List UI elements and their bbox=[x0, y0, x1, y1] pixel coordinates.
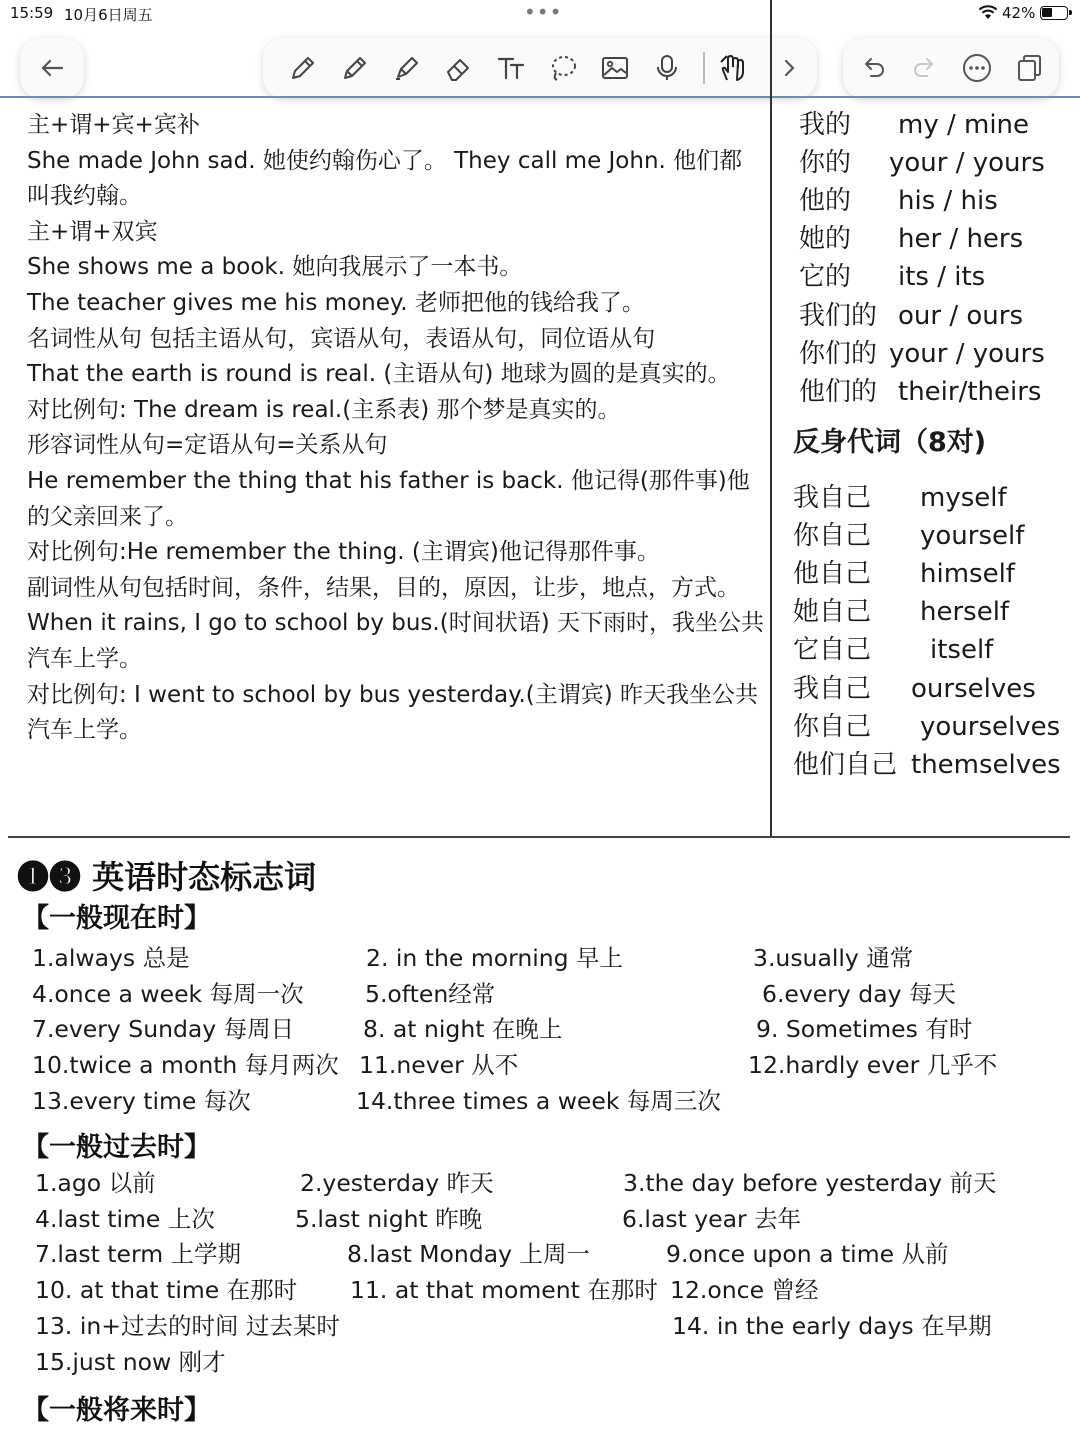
list-item: 1.ago 以前 bbox=[35, 1169, 156, 1197]
list-item: 12.hardly ever 几乎不 bbox=[748, 1051, 998, 1079]
list-item: 9.once upon a time 从前 bbox=[666, 1240, 949, 1268]
page-top-rule bbox=[0, 96, 1080, 98]
drawing-toolbar bbox=[263, 38, 817, 98]
note-line: 主+谓+双宾 bbox=[27, 218, 158, 245]
list-item: 11. at that moment 在那时 bbox=[350, 1276, 658, 1304]
pencil-icon[interactable] bbox=[337, 50, 373, 86]
note-line: 对比例句:He remember the thing. (主谓宾)他记得那件事。 bbox=[27, 539, 660, 566]
list-item: 12.once 曾经 bbox=[670, 1276, 819, 1304]
chevron-right-icon[interactable] bbox=[771, 50, 807, 86]
toolbar-separator bbox=[703, 52, 705, 84]
redo-icon[interactable] bbox=[907, 50, 943, 86]
battery-percent: 42% bbox=[1002, 4, 1036, 22]
text-icon[interactable] bbox=[493, 50, 529, 86]
list-item: 14. in the early days 在早期 bbox=[672, 1312, 992, 1340]
note-line: He remember the thing that his father is back. 他记得(那件事)他的父亲回来了。 bbox=[27, 467, 750, 530]
list-item: 5.often经常 bbox=[365, 980, 496, 1008]
section-title: ❶❸ 英语时态标志词 bbox=[17, 858, 317, 896]
note-line: The teacher gives me his money. 老师把他的钱给我了。 bbox=[27, 289, 645, 316]
touch-hand-icon[interactable] bbox=[715, 50, 751, 86]
list-item: 2. in the morning 早上 bbox=[366, 944, 624, 972]
list-item: 7.every Sunday 每周日 bbox=[32, 1015, 295, 1043]
list-item: 10.twice a month 每月两次 bbox=[32, 1051, 339, 1079]
status-time: 15:59 bbox=[10, 4, 54, 22]
list-item: 1.always 总是 bbox=[32, 944, 190, 972]
list-item: 9. Sometimes 有时 bbox=[756, 1015, 973, 1043]
list-item: 10. at that time 在那时 bbox=[35, 1276, 298, 1304]
list-item: 13.every time 每次 bbox=[32, 1087, 251, 1115]
present-tense-title: 【一般现在时】 bbox=[22, 903, 211, 934]
undo-icon[interactable] bbox=[855, 50, 891, 86]
note-line: 副词性从句包括时间，条件，结果，目的，原因，让步，地点，方式。 bbox=[27, 574, 740, 601]
list-item: 15.just now 刚才 bbox=[35, 1348, 226, 1376]
note-line: 名词性从句 包括主语从句，宾语从句，表语从句，同位语从句 bbox=[27, 325, 656, 352]
list-item: 14.three times a week 每周三次 bbox=[356, 1087, 721, 1115]
note-line: 形容词性从句=定语从句=关系从句 bbox=[27, 432, 388, 459]
image-icon[interactable] bbox=[597, 50, 633, 86]
eraser-icon[interactable] bbox=[441, 50, 477, 86]
list-item: 3.the day before yesterday 前天 bbox=[623, 1169, 997, 1197]
list-item: 6.last year 去年 bbox=[622, 1205, 802, 1233]
note-line: When it rains, I go to school by bus.(时间状语) 天下雨时，我坐公共汽车上学。 bbox=[27, 610, 764, 672]
list-item: 7.last term 上学期 bbox=[35, 1240, 242, 1268]
reflexive-title: 反身代词（8对) bbox=[793, 427, 987, 458]
highlighter-icon[interactable] bbox=[389, 50, 425, 86]
back-arrow-icon[interactable] bbox=[34, 50, 70, 86]
list-item: 6.every day 每天 bbox=[762, 980, 956, 1008]
list-item: 2.yesterday 昨天 bbox=[300, 1169, 494, 1197]
note-line: That the earth is round is real. (主语从句) 地球为圆的是真实的。 bbox=[27, 361, 731, 388]
list-item: 4.once a week 每周一次 bbox=[32, 980, 304, 1008]
note-line: She shows me a book. 她向我展示了一本书。 bbox=[27, 254, 523, 281]
future-tense-title: 【一般将来时】 bbox=[22, 1395, 211, 1426]
list-item: 5.last night 昨晚 bbox=[295, 1205, 483, 1233]
list-item: 4.last time 上次 bbox=[35, 1205, 215, 1233]
list-item: 8.last Monday 上周一 bbox=[347, 1240, 591, 1268]
back-button[interactable] bbox=[20, 38, 84, 98]
section-divider bbox=[8, 836, 1070, 838]
list-item: 8. at night 在晚上 bbox=[363, 1015, 563, 1043]
list-item: 13. in+过去的时间 过去某时 bbox=[35, 1312, 340, 1340]
status-date: 10月6日周五 bbox=[64, 6, 153, 24]
note-line: 主+谓+宾+宾补 bbox=[27, 112, 200, 138]
list-item: 11.never 从不 bbox=[359, 1051, 519, 1079]
pen-icon[interactable] bbox=[285, 50, 321, 86]
multitask-dots[interactable]: ••• bbox=[524, 0, 563, 24]
lasso-icon[interactable] bbox=[545, 50, 581, 86]
battery-icon bbox=[1040, 6, 1068, 20]
note-line: She made John sad. 她使约翰伤心了。 They call me John. 他们都叫我约翰。 bbox=[27, 147, 743, 210]
list-item: 3.usually 通常 bbox=[753, 944, 914, 972]
note-line: 对比例句: The dream is real.(主系表) 那个梦是真实的。 bbox=[27, 396, 621, 423]
grammar-notes bbox=[27, 108, 765, 749]
status-bar bbox=[0, 0, 1080, 26]
column-divider bbox=[770, 0, 772, 838]
right-toolbar bbox=[843, 38, 1059, 98]
more-icon[interactable] bbox=[959, 50, 995, 86]
note-line: 对比例句: I went to school by bus yesterday.(主谓宾) 昨天我坐公共汽车上学。 bbox=[27, 681, 759, 744]
microphone-icon[interactable] bbox=[649, 50, 685, 86]
wifi-icon bbox=[978, 4, 998, 20]
pages-icon[interactable] bbox=[1011, 50, 1047, 86]
past-tense-title: 【一般过去时】 bbox=[22, 1132, 211, 1163]
